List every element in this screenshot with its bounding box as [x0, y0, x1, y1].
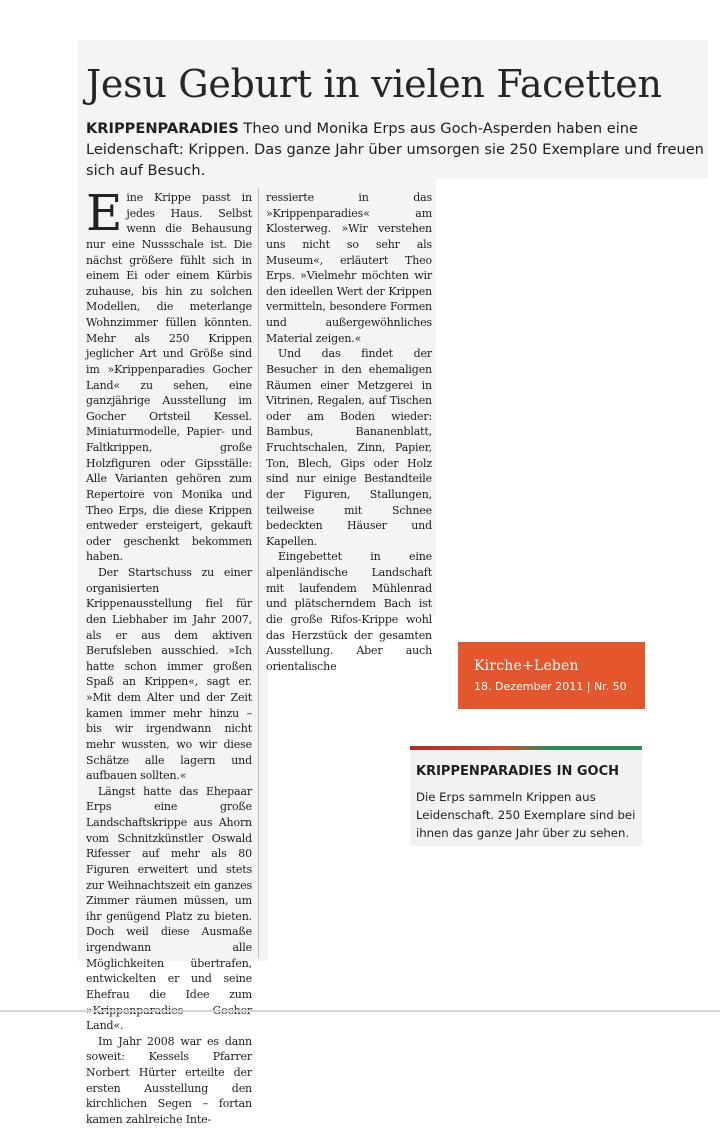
paragraph: Und das findet der Besucher in den ehemaligen Räumen einer Metzgerei in Vitrinen, Regalen, auf Tischen oder am Boden wieder: Bambus, Bananenblatt, Fruchtschalen, Zinn, Papier, Ton, Blech, Gips oder Holz sind nur einige Bestandteile der Figuren, Stallungen, teilweise mit Schnee bedeckten Häuser und Kapellen. — [266, 347, 432, 548]
publication-date: 18. Dezember 2011 | Nr. 50 — [474, 680, 627, 693]
drop-cap: E — [86, 184, 123, 242]
paragraph: Längst hatte das Ehepaar Erps eine große Landschaftskrippe aus Ahorn vom Schnitzkünstler Oswald Rifesser auf mehr als 80 Figuren erweitert und stets zur Weihnachtszeit ein ganzes Zimmer räumen müssen, um ihr genügend Platz zu bieten. Doch weil diese Ausmaße irgendwann alle Möglichkeiten übertrafen, entwickelten er und seine Ehefrau die Idee zum Land«. — [86, 784, 252, 1033]
scan-edge — [0, 1010, 720, 1012]
column-divider — [258, 188, 259, 958]
paragraph: Eine Krippe passt in jedes Haus. Selbst wenn die Behausung nur eine Nussschale ist. Die nächst größere fühlt sich in einem Ei oder einem Kürbis zuhause, bis hin zu solchen Modellen, die meterlange Wohnzimmer füllen könnten. Mehr als 250 Krippen jeglicher Art und Größe sind im »Krippenparadies Gocher Land« zu sehen, eine ganzjährige Ausstellung im Gocher Ortsteil Kessel. Miniaturmodelle, Papier- und Faltkrippen, große Holzfiguren oder Gipsställe: Alle Varianten gehören zum Repertoire von Monika und Theo Erps, die diese Krippen entweder ersteigert, gekauft oder geschenkt bekommen haben. — [86, 184, 252, 564]
paragraph: Eingebettet in eine alpenländische Landschaft mit laufendem Mühlenrad und plätscherndem Bach ist die große Rifos-Krippe wohl das Herzstück der gesamten Ausstellung. Aber auch orientalische — [266, 550, 432, 673]
paragraph: Der Startschuss zu einer organisierten Krippenausstellung fiel für den Liebhaber im Jahr 2007, als er aus dem aktiven Berufsleben ausschied. »Ich hatte schon immer großen Spaß an Krippen«, sagt er. »Mit dem Alter und der Zeit kamen immer mehr hinzu – bis wir irgendwann nicht mehr wussten, wo wir diese Schätze alle lagern und aufbauen sollten.« — [86, 566, 252, 783]
summary-title: KRIPPENPARADIES IN GOCH — [416, 764, 619, 779]
source-label — [458, 642, 645, 709]
deck-keyword: KRIPPENPARADIES — [86, 120, 239, 137]
article-column-2 — [266, 190, 432, 674]
summary-box — [410, 746, 642, 846]
article-column-1 — [86, 184, 252, 1128]
article-headline: Jesu Geburt in vielen Facetten — [86, 62, 662, 106]
article-deck — [86, 118, 704, 181]
summary-text: Die Erps sammeln Krippen aus Leidenschaft. 250 Exemplare sind bei ihnen das ganze Jahr über zu sehen. — [416, 790, 636, 840]
paragraph: ressierte in das »Krippenparadies« am Klosterweg. »Wir verstehen uns nicht so sehr als Museum«, erläutert Theo Erps. »Vielmehr möchten wir den ideellen Wert der Krippen vermitteln, besondere Formen und außergewöhnliches Material zeigen.« — [266, 191, 432, 345]
summary-color-rule — [410, 746, 642, 750]
publication-name: Kirche+Leben — [474, 658, 579, 674]
deck-text: Theo und Monika Erps aus Goch-Asperden haben eine Leidenschaft: Krippen. Das ganze Jahr über umsorgen sie 250 Exemplare und freuen sich auf Besuch. — [86, 120, 704, 179]
paragraph: Im Jahr 2008 war es dann soweit: Kessels Pfarrer Norbert Hürter erteilte der ersten Ausstellung den kirchlichen Segen – fortan kamen zahlreiche Inte- — [86, 1034, 252, 1126]
